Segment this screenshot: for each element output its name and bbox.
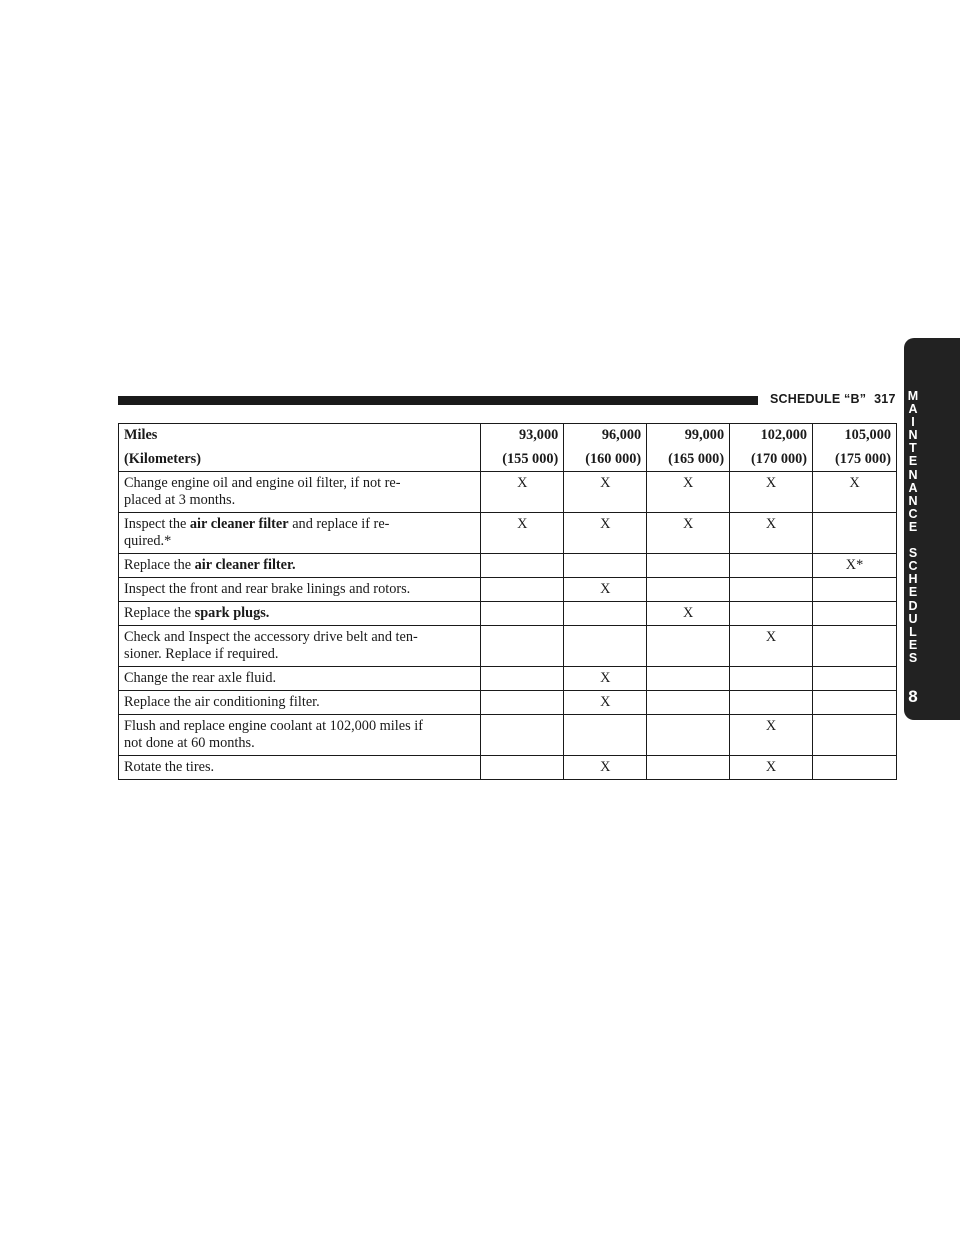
section-tab-letter: U <box>908 611 918 626</box>
service-mark: X <box>647 513 730 554</box>
section-tab-letter: E <box>908 454 918 469</box>
service-mark: X <box>813 472 897 513</box>
service-mark <box>647 756 730 780</box>
service-mark <box>813 513 897 554</box>
service-mark <box>564 554 647 578</box>
service-mark: X <box>564 667 647 691</box>
service-mark <box>564 626 647 667</box>
section-tab-letter: A <box>908 480 918 495</box>
service-description: Inspect the air cleaner filter and replace if re- quired.* <box>119 513 481 554</box>
section-tab-letter: C <box>908 559 918 574</box>
interval-miles: 105,000 <box>844 427 891 443</box>
header-label-cell <box>119 424 481 472</box>
section-tab-label <box>904 390 922 665</box>
service-mark <box>481 691 564 715</box>
interval-header <box>647 424 730 472</box>
section-tab-letter: E <box>908 519 918 534</box>
service-mark <box>564 715 647 756</box>
service-mark <box>481 626 564 667</box>
section-tab-letter: E <box>908 585 918 600</box>
service-mark <box>647 715 730 756</box>
service-mark <box>813 626 897 667</box>
page-number: 317 <box>874 392 896 406</box>
header-rule <box>118 396 758 405</box>
section-number: 8 <box>908 687 918 706</box>
interval-km: (160 000) <box>585 451 642 467</box>
service-mark: X <box>564 513 647 554</box>
service-mark <box>564 602 647 626</box>
service-description: Change the rear axle fluid. <box>119 667 481 691</box>
service-mark <box>730 554 813 578</box>
service-description: Check and Inspect the accessory drive belt and ten- sioner. Replace if required. <box>119 626 481 667</box>
table-row <box>119 602 897 626</box>
interval-miles: 93,000 <box>518 427 559 443</box>
table-row <box>119 472 897 513</box>
table-row <box>119 715 897 756</box>
section-tab-letter: L <box>909 624 917 639</box>
interval-miles: 99,000 <box>684 427 725 443</box>
service-mark: X <box>647 472 730 513</box>
service-description: Replace the spark plugs. <box>119 602 481 626</box>
section-tab-letter: E <box>908 637 918 652</box>
service-mark: X <box>564 691 647 715</box>
service-description: Replace the air conditioning filter. <box>119 691 481 715</box>
service-mark: X <box>730 513 813 554</box>
service-keyword: air cleaner filter <box>189 516 289 532</box>
section-tab-letter: M <box>907 389 919 403</box>
service-mark <box>730 602 813 626</box>
service-mark: X <box>730 626 813 667</box>
service-mark <box>481 554 564 578</box>
section-tab-letter: C <box>908 506 918 521</box>
interval-km: (170 000) <box>751 451 808 467</box>
service-mark <box>481 667 564 691</box>
section-tab-letter: T <box>909 441 917 456</box>
service-description: Inspect the front and rear brake linings and rotors. <box>119 578 481 602</box>
service-mark <box>730 578 813 602</box>
section-tab-letter: H <box>908 572 918 587</box>
interval-header <box>564 424 647 472</box>
service-mark: X <box>564 472 647 513</box>
service-description: Change engine oil and engine oil filter, if not re- placed at 3 months. <box>119 472 481 513</box>
section-tab-letter: D <box>908 598 918 613</box>
service-mark: X* <box>813 554 897 578</box>
service-mark: X <box>730 472 813 513</box>
service-mark <box>813 691 897 715</box>
service-mark: X <box>730 715 813 756</box>
service-mark <box>481 602 564 626</box>
service-mark <box>481 715 564 756</box>
table-row <box>119 578 897 602</box>
interval-km: (165 000) <box>668 451 725 467</box>
schedule-rows <box>119 472 897 780</box>
service-keyword: spark plugs. <box>194 605 270 621</box>
section-tab-letter: S <box>908 546 918 561</box>
service-mark <box>647 691 730 715</box>
maintenance-schedule-table <box>118 423 897 780</box>
section-tab-letter: A <box>908 402 918 417</box>
service-mark <box>647 626 730 667</box>
service-mark <box>730 667 813 691</box>
interval-miles: 96,000 <box>601 427 642 443</box>
service-mark <box>730 691 813 715</box>
service-mark: X <box>564 578 647 602</box>
service-description: Replace the air cleaner filter. <box>119 554 481 578</box>
table-header-row <box>119 424 897 472</box>
kilometers-label: (Kilometers) <box>124 451 202 467</box>
interval-header <box>481 424 564 472</box>
service-mark <box>481 578 564 602</box>
service-mark <box>481 756 564 780</box>
interval-km: (155 000) <box>502 451 559 467</box>
page-header <box>770 392 896 406</box>
section-tab-letter: N <box>908 467 918 482</box>
service-mark: X <box>730 756 813 780</box>
interval-miles: 102,000 <box>760 427 808 443</box>
service-mark <box>647 554 730 578</box>
section-tab-letter: N <box>908 428 918 443</box>
interval-km: (175 000) <box>835 451 891 467</box>
table-row <box>119 756 897 780</box>
service-mark <box>813 602 897 626</box>
interval-header <box>813 424 897 472</box>
section-tab-letter: I <box>911 415 915 430</box>
service-mark <box>647 578 730 602</box>
service-mark: X <box>647 602 730 626</box>
service-description: Rotate the tires. <box>119 756 481 780</box>
table-row <box>119 554 897 578</box>
section-title: SCHEDULE “B” <box>770 392 867 406</box>
service-mark <box>647 667 730 691</box>
section-tab-letter: S <box>908 650 918 665</box>
service-mark: X <box>564 756 647 780</box>
service-mark <box>813 578 897 602</box>
service-keyword: air cleaner filter. <box>194 557 296 573</box>
service-mark <box>813 715 897 756</box>
service-mark: X <box>481 472 564 513</box>
miles-label: Miles <box>124 427 158 443</box>
table-row <box>119 513 897 554</box>
table-row <box>119 626 897 667</box>
service-mark <box>813 756 897 780</box>
interval-header <box>730 424 813 472</box>
service-mark <box>813 667 897 691</box>
service-description: Flush and replace engine coolant at 102,000 miles if not done at 60 months. <box>119 715 481 756</box>
service-mark: X <box>481 513 564 554</box>
section-tab-letter: N <box>908 493 918 508</box>
table-row <box>119 691 897 715</box>
table-row <box>119 667 897 691</box>
